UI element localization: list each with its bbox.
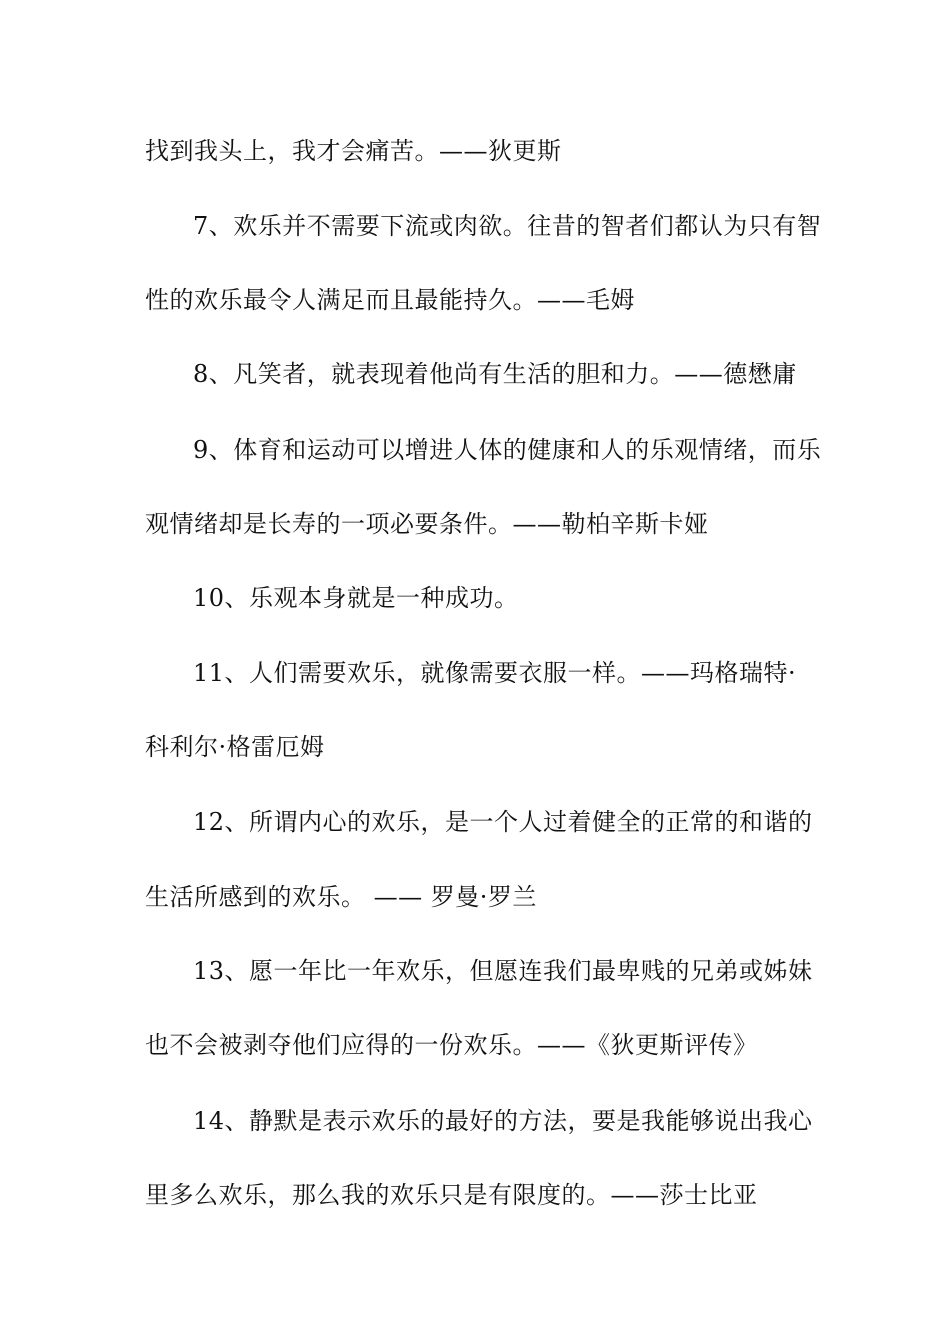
quote-9-line-2: 观情绪却是长寿的一项必要条件。——勒柏辛斯卡娅 <box>145 510 709 538</box>
quote-12-line-1: 12、所谓内心的欢乐，是一个人过着健全的正常的和谐的 <box>193 808 813 836</box>
quote-12-line-2: 生活所感到的欢乐。 —— 罗曼·罗兰 <box>145 883 537 911</box>
quote-14-line-2: 里多么欢乐，那么我的欢乐只是有限度的。——莎士比亚 <box>145 1181 758 1209</box>
quote-13-line-1: 13、愿一年比一年欢乐，但愿连我们最卑贱的兄弟或姊妹 <box>193 957 813 985</box>
quote-10-line-1: 10、乐观本身就是一种成功。 <box>193 584 519 612</box>
quote-7-line-1: 7、欢乐并不需要下流或肉欲。往昔的智者们都认为只有智 <box>193 212 822 240</box>
quote-11-line-2: 科利尔·格雷厄姆 <box>145 733 325 761</box>
quote-13-line-2: 也不会被剥夺他们应得的一份欢乐。——《狄更斯评传》 <box>145 1031 758 1059</box>
text-line: 找到我头上，我才会痛苦。——狄更斯 <box>145 137 562 165</box>
quote-11-line-1: 11、人们需要欢乐，就像需要衣服一样。——玛格瑞特· <box>193 659 797 687</box>
quote-9-line-1: 9、体育和运动可以增进人体的健康和人的乐观情绪，而乐 <box>193 436 822 464</box>
quote-8-line-1: 8、凡笑者，就表现着他尚有生活的胆和力。——德懋庸 <box>193 360 797 388</box>
quote-14-line-1: 14、静默是表示欢乐的最好的方法，要是我能够说出我心 <box>193 1107 813 1135</box>
quote-7-line-2: 性的欢乐最令人满足而且最能持久。——毛姆 <box>145 286 635 314</box>
